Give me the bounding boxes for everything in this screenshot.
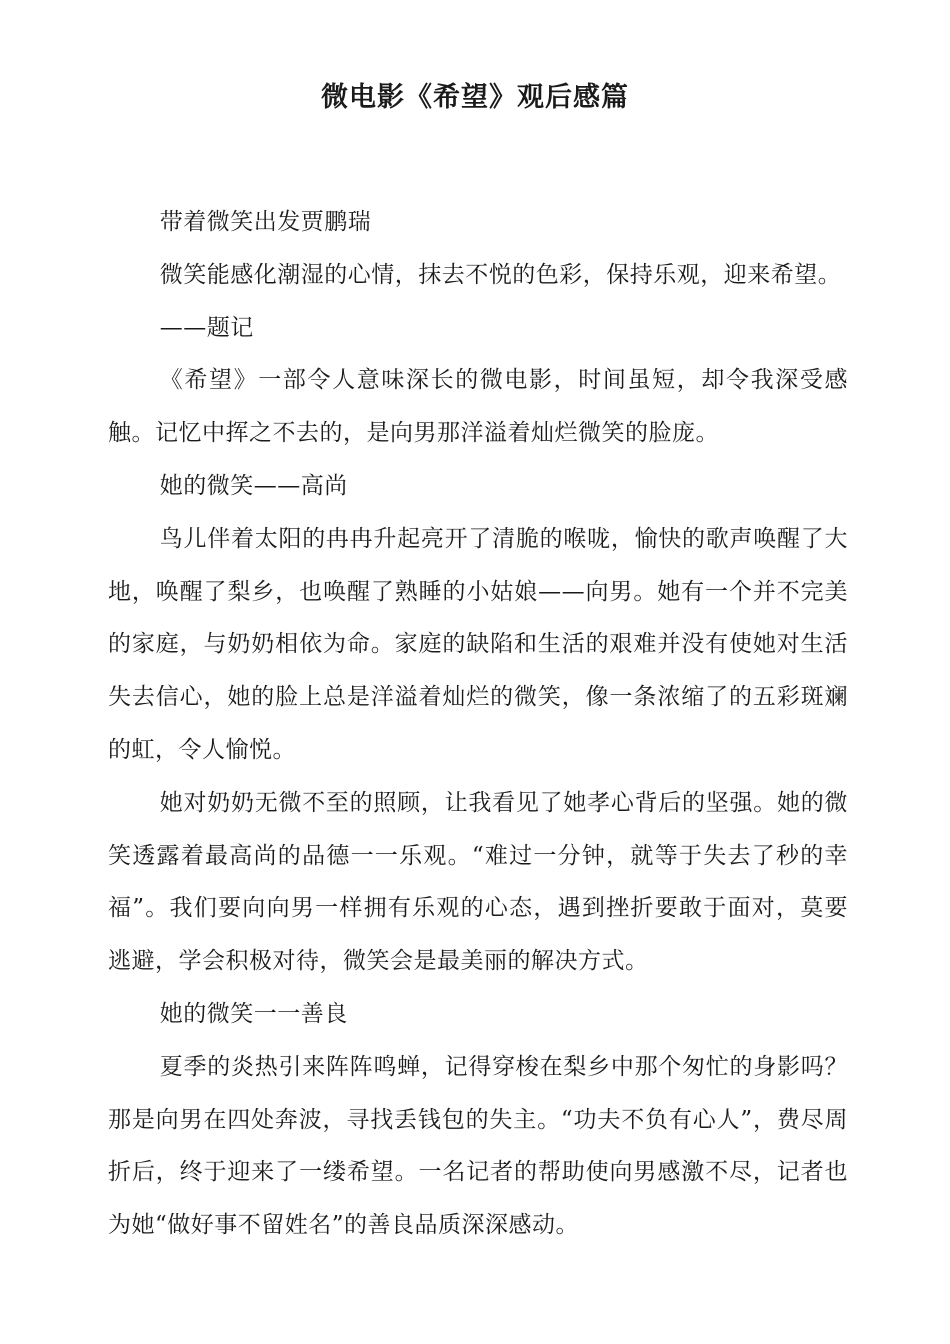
paragraph: 她的微笑一一善良 [159,1000,348,1027]
document-body [108,196,848,1252]
paragraph: 她对奶奶无微不至的照顾，让我看见了她孝心背后的坚强。她的微笑透露着最高尚的品德一一乐观。“难过一分钟，就等于失去了秒的幸福”。我们要向向男一样拥有乐观的心态，遇到挫折要敢于面对，莫要逃避，学会积极对待，微笑会是最美丽的解决方式。 [108,789,848,975]
paragraph: ——题记 [159,314,254,341]
document-title: 微电影《希望》观后感篇 [321,82,629,113]
paragraph: 她的微笑——高尚 [159,472,348,499]
paragraph: 带着微笑出发贾鹏瑞 [159,209,372,235]
paragraph: 《希望》一部令人意味深长的微电影，时间虽短，却令我深受感触。记忆中挥之不去的，是向男那洋溢着灿烂微笑的脸庞。 [108,367,848,447]
paragraph: 鸟儿伴着太阳的冉冉升起亮开了清脆的喉咙，愉快的歌声唤醒了大地，唤醒了梨乡，也唤醒了熟睡的小姑娘——向男。她有一个并不完美的家庭，与奶奶相依为命。家庭的缺陷和生活的艰难并没有使她对生活失去信心，她的脸上总是洋溢着灿烂的微笑，像一条浓缩了的五彩斑斓的虹，令人愉悦。 [108,525,848,763]
paragraph: 微笑能感化潮湿的心情，抹去不悦的色彩，保持乐观，迎来希望。 [159,261,842,288]
paragraph: 夏季的炎热引来阵阵鸣蝉，记得穿梭在梨乡中那个匆忙的身影吗？那是向男在四处奔波，寻找丢钱包的失主。“功夫不负有心人”，费尽周折后，终于迎来了一缕希望。一名记者的帮助使向男感激不尽，记者也为她“做好事不留姓名”的善良品质深深感动。 [108,1053,848,1239]
